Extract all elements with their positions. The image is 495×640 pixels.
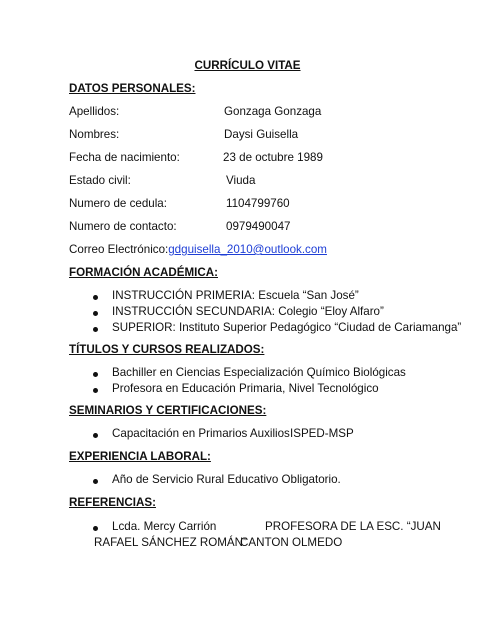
label-estado-civil: Estado civil: <box>69 174 131 187</box>
email-link[interactable]: gdguisella_2010@outlook.com <box>168 243 327 256</box>
row-fecha-nacimiento <box>69 151 323 164</box>
row-correo <box>69 243 327 256</box>
referencia-cont-2: CANTON OLMEDO <box>240 536 343 549</box>
bullet-icon <box>93 372 98 377</box>
label-nombres: Nombres: <box>69 128 120 141</box>
bullet-icon <box>93 311 98 316</box>
bullet-icon <box>93 295 98 300</box>
referencia-continuation <box>94 536 343 549</box>
bullet-icon <box>93 479 98 484</box>
heading-titulos: TÍTULOS Y CURSOS REALIZADOS: <box>69 343 265 356</box>
seminario-item <box>112 427 354 440</box>
label-cedula: Numero de cedula: <box>69 197 167 210</box>
formacion-item-secundaria: INSTRUCCIÓN SECUNDARIA: Colegio “Eloy Alfaro” <box>112 305 384 318</box>
heading-datos-personales: DATOS PERSONALES: <box>69 82 196 95</box>
label-contacto: Numero de contacto: <box>69 220 177 233</box>
referencia-item <box>112 520 441 533</box>
bullet-icon <box>93 388 98 393</box>
row-nombres <box>69 128 299 141</box>
bullet-icon <box>93 433 98 438</box>
value-contacto: 0979490047 <box>226 220 291 233</box>
heading-referencias: REFERENCIAS: <box>69 496 156 509</box>
titulo-item-profesora: Profesora en Educación Primaria, Nivel Tecnológico <box>112 382 379 395</box>
row-cedula <box>69 197 290 210</box>
bullet-icon <box>93 526 98 531</box>
seminario-org: ISPED-MSP <box>290 427 354 440</box>
experiencia-item: Año de Servicio Rural Educativo Obligatorio. <box>112 473 341 486</box>
seminario-text: Capacitación en Primarios Auxilios <box>112 427 290 440</box>
value-cedula: 1104799760 <box>226 197 290 210</box>
value-apellidos: Gonzaga Gonzaga <box>224 105 322 118</box>
titulo-item-bachiller: Bachiller en Ciencias Especialización Químico Biológicas <box>112 366 406 379</box>
formacion-item-superior: SUPERIOR: Instituto Superior Pedagógico “Ciudad de Cariamanga” <box>112 321 462 334</box>
label-apellidos: Apellidos: <box>69 105 120 118</box>
referencia-cont-1: RAFAEL SÁNCHEZ ROMÁN” <box>94 536 247 549</box>
row-apellidos <box>69 105 322 118</box>
value-estado-civil: Viuda <box>226 174 256 187</box>
document-title: CURRÍCULO VITAE <box>194 59 301 72</box>
formacion-item-primaria: INSTRUCCIÓN PRIMERIA: Escuela “San José” <box>112 289 359 302</box>
heading-formacion: FORMACIÓN ACADÉMICA: <box>69 266 218 279</box>
row-estado-civil <box>69 174 256 187</box>
value-fecha-nacimiento: 23 de octubre 1989 <box>223 151 323 164</box>
heading-experiencia: EXPERIENCIA LABORAL: <box>69 450 211 463</box>
label-fecha-nacimiento: Fecha de nacimiento: <box>69 151 180 164</box>
row-contacto <box>69 220 291 233</box>
label-correo: Correo Electrónico: <box>69 243 169 256</box>
value-nombres: Daysi Guisella <box>224 128 299 141</box>
referencia-role: PROFESORA DE LA ESC. “JUAN <box>265 520 441 533</box>
referencia-name: Lcda. Mercy Carrión <box>112 520 217 533</box>
heading-seminarios: SEMINARIOS Y CERTIFICACIONES: <box>69 404 267 417</box>
bullet-icon <box>93 327 98 332</box>
